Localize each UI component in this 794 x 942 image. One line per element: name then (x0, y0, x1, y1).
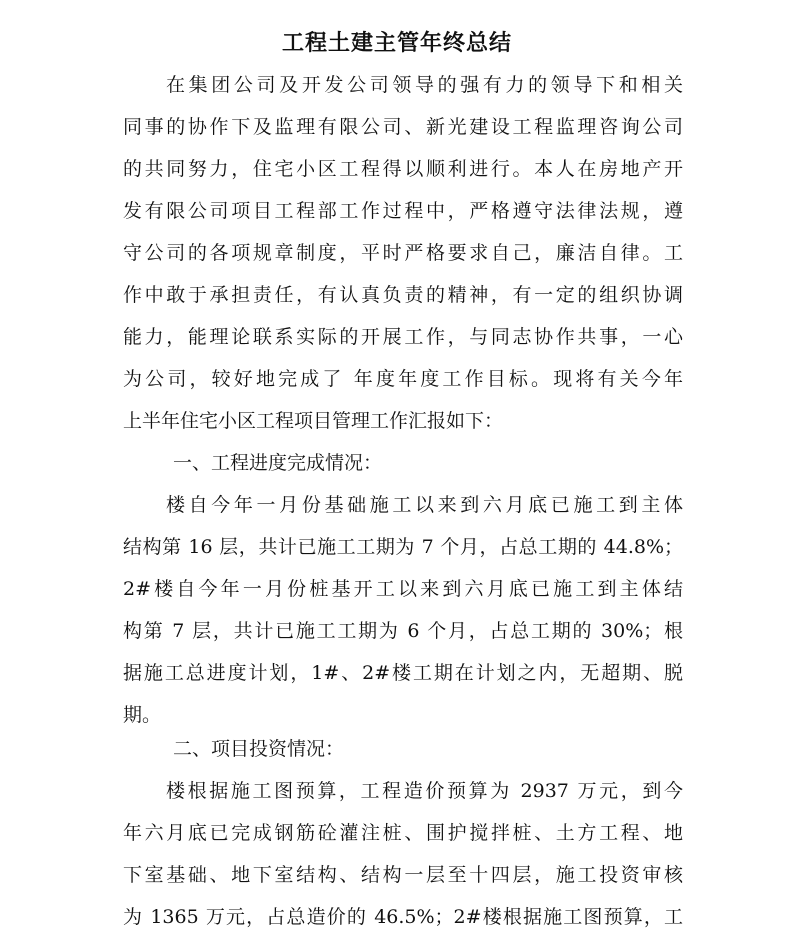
paragraph-line: 的共同努力，住宅小区工程得以顺利进行。本人在房地产开 (123, 158, 683, 180)
paragraph-line: 期。 (123, 704, 162, 726)
paragraph-line: 下室基础、地下室结构、结构一层至十四层，施工投资审核 (123, 864, 683, 886)
paragraph-line: 2#楼自今年一月份桩基开工以来到六月底已施工到主体结 (123, 578, 683, 600)
section-heading: 二、项目投资情况： (173, 738, 345, 760)
paragraph-line: 同事的协作下及监理有限公司、新光建设工程监理咨询公司 (123, 116, 683, 138)
paragraph-line: 为 1365 万元，占总造价的 46.5%；2#楼根据施工图预算，工 (123, 906, 683, 928)
paragraph-line: 能力，能理论联系实际的开展工作，与同志协作共事，一心 (123, 326, 683, 348)
paragraph-line: 为公司，较好地完成了 年度年度工作目标。现将有关今年 (123, 368, 683, 390)
paragraph-line: 结构第 16 层，共计已施工工期为 7 个月，占总工期的 44.8%； (123, 536, 683, 558)
section-heading: 一、工程进度完成情况： (173, 452, 383, 474)
paragraph-line: 守公司的各项规章制度，平时严格要求自己，廉洁自律。工 (123, 242, 683, 264)
paragraph-line: 据施工总进度计划，1#、2#楼工期在计划之内，无超期、脱 (123, 662, 683, 684)
document-title: 工程土建主管年终总结 (281, 30, 512, 56)
paragraph-line: 作中敢于承担责任，有认真负责的精神，有一定的组织协调 (123, 284, 683, 306)
paragraph-line: 发有限公司项目工程部工作过程中，严格遵守法律法规，遵 (123, 200, 683, 222)
paragraph-line: 在集团公司及开发公司领导的强有力的领导下和相关 (166, 74, 683, 96)
paragraph-line: 年六月底已完成钢筋砼灌注桩、围护搅拌桩、土方工程、地 (123, 822, 683, 844)
paragraph-line: 构第 7 层，共计已施工工期为 6 个月，占总工期的 30%；根 (123, 620, 683, 642)
paragraph-line: 楼自今年一月份基础施工以来到六月底已施工到主体 (166, 494, 683, 516)
paragraph-line: 上半年住宅小区工程项目管理工作汇报如下： (123, 410, 504, 432)
paragraph-line: 楼根据施工图预算，工程造价预算为 2937 万元，到今 (166, 780, 683, 802)
